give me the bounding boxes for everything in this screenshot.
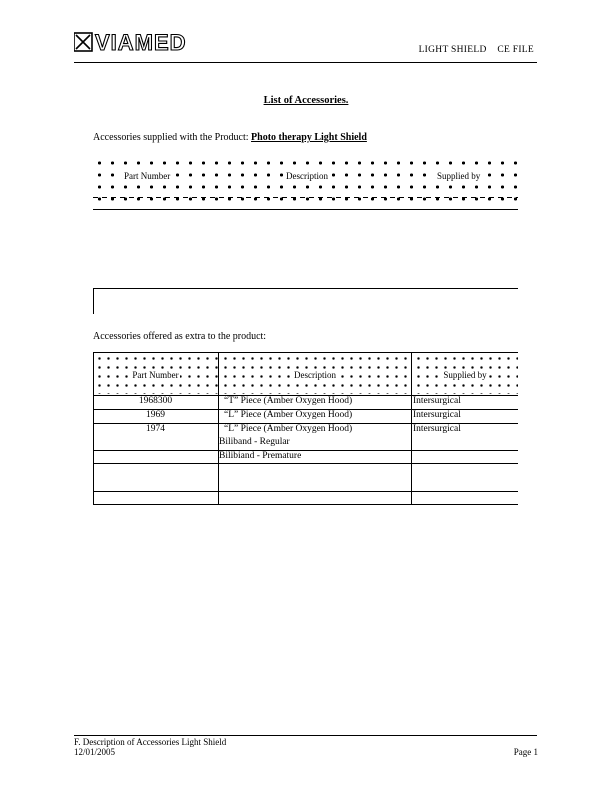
page-title: List of Accessories. xyxy=(263,95,349,106)
footer-date: 12/01/2005 xyxy=(74,747,116,757)
table-cell-part-number: 1974 xyxy=(146,424,165,434)
table-cell-description: Biliband - Regular xyxy=(219,437,290,447)
extra-accessories-table xyxy=(93,352,518,505)
column-divider xyxy=(218,352,219,505)
page-number: Page 1 xyxy=(513,747,538,757)
viamed-logo xyxy=(74,30,208,56)
table-cell-description: “T” Piece (Amber Oxygen Hood) xyxy=(224,396,353,406)
column-header-supplied-by: Supplied by xyxy=(443,370,487,380)
supplied-accessories-table xyxy=(93,157,518,314)
table-rule xyxy=(93,463,518,464)
column-header-cell xyxy=(93,352,218,394)
table-rule xyxy=(93,504,518,505)
table-rule xyxy=(93,352,518,353)
svg-text:VIAMED: VIAMED xyxy=(95,30,187,55)
table-cell-description: “L” Piece (Amber Oxygen Hood) xyxy=(224,410,353,420)
table-cell-supplied-by: Intersurgical xyxy=(413,396,461,406)
column-header-supplied-by: Supplied by xyxy=(437,171,481,181)
supplied-lead-text: Accessories supplied with the Product: xyxy=(93,132,249,143)
column-header-cell xyxy=(219,352,411,394)
footer-title: F. Description of Accessories Light Shield xyxy=(74,737,227,747)
table-cell-supplied-by: Intersurgical xyxy=(413,410,461,420)
table-cell-part-number: 1968300 xyxy=(138,396,173,406)
column-header-cell xyxy=(412,352,518,394)
footer-rule xyxy=(74,735,537,736)
table-cell-part-number: 1969 xyxy=(146,410,165,420)
extra-accessories-heading xyxy=(93,331,266,342)
table-rule xyxy=(93,491,518,492)
column-header-part-number: Part Number xyxy=(132,370,179,380)
table-cell-supplied-by: Intersurgical xyxy=(413,424,461,434)
table-cell-description: “L” Piece (Amber Oxygen Hood) xyxy=(224,424,353,434)
table-rule xyxy=(93,288,518,289)
product-name: Photo therapy Light Shield xyxy=(251,132,367,143)
column-header-description: Description xyxy=(294,370,336,380)
table-cell-description: Bilibiand - Premature xyxy=(219,451,302,461)
extra-lead-text: Accessories offered as extra to the product: xyxy=(93,331,267,342)
document-tag: LIGHT SHIELD CE FILE xyxy=(418,45,534,55)
dashed-divider xyxy=(93,197,518,198)
table-border xyxy=(93,288,94,314)
column-header-description: Description xyxy=(286,171,328,181)
supplied-accessories-heading xyxy=(93,132,367,143)
column-header-part-number: Part Number xyxy=(124,171,171,181)
table-rule xyxy=(93,209,518,210)
table-rule xyxy=(93,450,518,451)
header-rule xyxy=(74,62,537,63)
column-divider xyxy=(411,352,412,505)
